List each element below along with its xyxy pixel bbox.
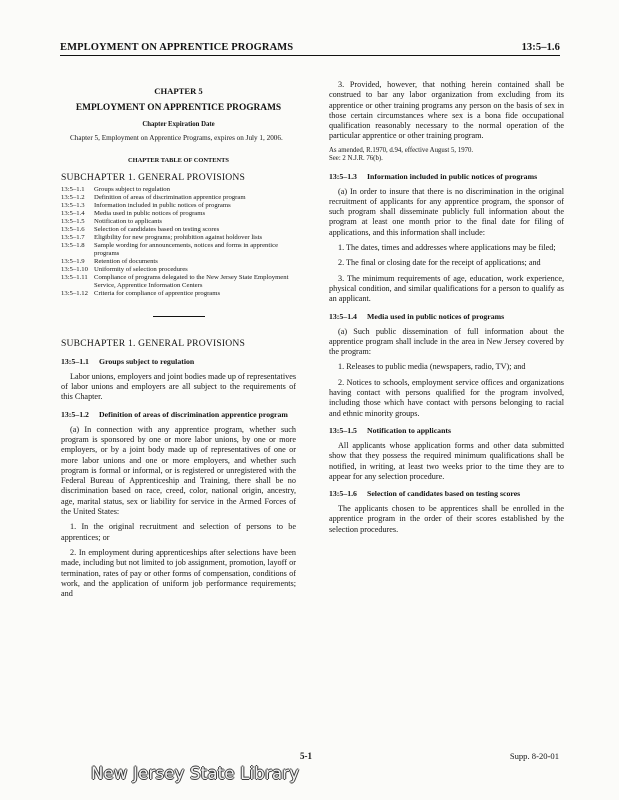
toc-entry [61, 202, 296, 210]
section-title: Definition of areas of discrimination apprentice program [99, 409, 288, 419]
toc-entry-number: 13:5–1.3 [61, 202, 85, 210]
header-section-range: 13:5–1.6 [521, 42, 560, 53]
toc-entry-title: Definition of areas of discrimination apprentice program [94, 194, 246, 202]
toc-entry [61, 194, 296, 202]
section-heading [61, 410, 296, 420]
section-paragraph: Labor unions, employers and joint bodies made up of representatives of labor unions and employers are all subject to the requirements of this Chapter. [61, 371, 297, 402]
toc-entry-title: Criteria for compliance of apprentice programs [94, 290, 221, 298]
section-number: 13:5–1.2 [61, 409, 89, 419]
section-title: Information included in public notices of programs [367, 171, 538, 181]
section-number: 13:5–1.1 [61, 356, 89, 366]
right-column [329, 80, 564, 540]
toc-entry-number: 13:5–1.12 [61, 290, 88, 298]
section-list-item: 2. The final or closing date for the receipt of applications; and [338, 258, 541, 268]
toc-entry [61, 234, 296, 242]
section-heading [329, 426, 564, 436]
amendment-note [329, 147, 564, 164]
toc-entry-number: 13:5–1.4 [61, 210, 85, 218]
amendment-see: See: 2 N.J.R. 76(b). [329, 155, 383, 163]
toc-heading: CHAPTER TABLE OF CONTENTS [128, 156, 229, 164]
section-title: Selection of candidates based on testing scores [367, 489, 521, 499]
toc-entry-title: Groups subject to regulation [94, 186, 170, 194]
toc-entry [61, 274, 296, 290]
toc-entry-title: Selection of candidates based on testing scores [94, 226, 220, 234]
toc-entry-title: Information included in public notices of programs [94, 202, 231, 210]
toc-entry-number: 13:5–1.8 [61, 242, 85, 250]
section-list-item: 2. Notices to schools, employment service offices and organizations having contact with persons qualified for the program involved, including those which have contact with persons belonging to racial and ethnic minority groups. [329, 377, 564, 418]
toc-entry [61, 258, 296, 266]
chapter-label: CHAPTER 5 [154, 86, 203, 96]
toc-entry-title: Sample wording for announcements, notices and forms in apprentice programs [94, 242, 279, 258]
toc-entry-title: Uniformity of selection procedures [94, 266, 188, 274]
section-number: 13:5–1.3 [329, 171, 357, 181]
toc-entry-number: 13:5–1.11 [61, 274, 88, 282]
divider [153, 316, 205, 317]
section-list-item: 1. Releases to public media (newspapers, radio, TV); and [338, 362, 526, 372]
header-title: EMPLOYMENT ON APPRENTICE PROGRAMS [60, 42, 294, 53]
running-header [60, 42, 560, 56]
left-column [61, 86, 296, 604]
section-list-item: 2. In employment during apprenticeships after selections have been made, including but not limited to job assignment, promotion, layoff or termination, rates of pay or other forms of compensation, conditions of work, and the application of uniform job performance requirements; and [61, 547, 296, 599]
section-list-item: 3. Provided, however, that nothing herein contained shall be construed to bar any labor organization from excluding from its apprentice or other training programs any person on the basis of sex in those certain circumstances where sex is a bona fide occupational qualification reasonably necessary to the normal operation of the particular apprentice or other training program. [329, 80, 564, 141]
toc-entry [61, 290, 296, 298]
toc-entry-title: Retention of documents [94, 258, 158, 266]
toc-entry-number: 13:5–1.10 [61, 266, 88, 274]
expiration-text: Chapter 5, Employment on Apprentice Programs, expires on July 1, 2006. [70, 133, 283, 142]
toc-entry-number: 13:5–1.1 [61, 186, 85, 194]
toc-entry-title: Notification to applicants [94, 218, 162, 226]
library-watermark: New Jersey State Library [91, 764, 300, 783]
toc-entry [61, 226, 296, 234]
section-heading [329, 172, 564, 182]
section-list-item: 1. In the original recruitment and selection of persons to be apprentices; or [61, 522, 296, 542]
section-title: Groups subject to regulation [99, 356, 195, 366]
toc-entry-number: 13:5–1.9 [61, 258, 85, 266]
toc-entry-title: Media used in public notices of programs [94, 210, 206, 218]
section-title: Media used in public notices of programs [367, 311, 505, 321]
supplement-date: Supp. 8-20-01 [509, 751, 559, 761]
toc-entry-title: Compliance of programs delegated to the New Jersey State Employment Service, Apprentice Information Centers [94, 274, 289, 290]
expiration-heading: Chapter Expiration Date [142, 120, 215, 128]
section-list-item: 3. The minimum requirements of age, education, work experience, physical condition, and similar qualifications for a person to qualify as an applicant. [329, 273, 564, 304]
toc-entry-number: 13:5–1.6 [61, 226, 85, 234]
section-paragraph: (a) In connection with any apprentice program, whether such program is sponsored by one or more labor unions, by one or more employers, or by a joint body made up of representatives of one or more labor unions and one or more employers, and whether such program is formal or informal, or is registered or unregistered with the Federal Bureau of Apprenticeship and Training, there shall be no discrimination based on race, creed, color, national origin, ancestry, age, marital status, sex or liability for service in the Armed Forces of the United States: [61, 424, 296, 517]
toc-list [61, 186, 296, 298]
toc-entry [61, 266, 296, 274]
section-number: 13:5–1.5 [329, 425, 357, 435]
section-number: 13:5–1.4 [329, 311, 357, 321]
toc-entry [61, 186, 296, 194]
section-paragraph: All applicants whose application forms and other data submitted show that they possess the required minimum qualifications shall be notified, in writing, at least two weeks prior to the time they are to appear for any selection procedure. [329, 440, 564, 481]
toc-entry [61, 210, 296, 218]
section-heading [61, 357, 296, 367]
section-paragraph: (a) Such public dissemination of full information about the apprentice program shall include in the area in New Jersey covered by the program: [329, 326, 564, 357]
amendment-line: As amended, R.1970, d.94, effective August 5, 1970. [329, 146, 474, 154]
toc-entry-number: 13:5–1.7 [61, 234, 85, 242]
section-heading [329, 489, 564, 499]
section-title: Notification to applicants [367, 425, 452, 435]
toc-entry [61, 218, 296, 226]
section-paragraph: The applicants chosen to be apprentices shall be enrolled in the apprentice program in the order of their scores established by the selection procedures. [329, 504, 564, 534]
chapter-title: EMPLOYMENT ON APPRENTICE PROGRAMS [75, 103, 282, 114]
section-number: 13:5–1.6 [329, 489, 357, 499]
toc-subchapter: SUBCHAPTER 1. GENERAL PROVISIONS [61, 172, 246, 184]
toc-entry-number: 13:5–1.5 [61, 218, 85, 226]
section-paragraph: (a) In order to insure that there is no discrimination in the original recruitment of applicants for any apprentice program, the sponsor of such program shall disseminate publicly full information about the program at least one month prior to the final date for filing of applications, and this information shall include: [329, 186, 564, 237]
section-heading [329, 312, 564, 322]
toc-entry [61, 242, 296, 258]
toc-entry-title: Eligibility for new programs; prohibition against holdover lists [94, 234, 263, 242]
subchapter-heading: SUBCHAPTER 1. GENERAL PROVISIONS [61, 338, 246, 350]
toc-entry-number: 13:5–1.2 [61, 194, 85, 202]
page-number: 5-1 [300, 751, 312, 761]
section-list-item: 1. The dates, times and addresses where applications may be filed; [338, 243, 556, 253]
